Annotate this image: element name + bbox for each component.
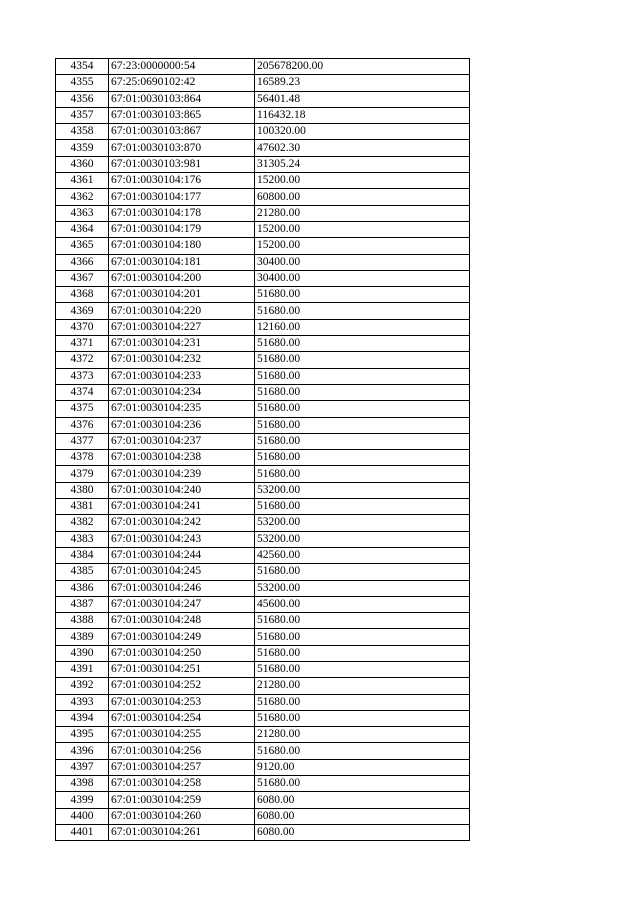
value-cell: 116432.18 [255,107,470,123]
table-row [56,580,470,596]
table-row [56,515,470,531]
row-number-cell: 4367 [56,270,109,286]
cadastral-number-cell: 67:01:0030104:231 [109,336,255,352]
cadastral-number-cell: 67:01:0030104:254 [109,710,255,726]
table-row [56,238,470,254]
row-number-cell: 4357 [56,107,109,123]
cadastral-number-cell: 67:01:0030104:220 [109,303,255,319]
table-row [56,466,470,482]
value-cell: 6080.00 [255,792,470,808]
cadastral-number-cell: 67:01:0030104:250 [109,645,255,661]
row-number-cell: 4359 [56,140,109,156]
value-cell: 21280.00 [255,678,470,694]
table-row [56,189,470,205]
table-row [56,384,470,400]
cadastral-number-cell: 67:01:0030104:180 [109,238,255,254]
table-row [56,776,470,792]
table-row [56,352,470,368]
row-number-cell: 4401 [56,824,109,840]
value-cell: 51680.00 [255,450,470,466]
value-cell: 51680.00 [255,743,470,759]
row-number-cell: 4386 [56,580,109,596]
cadastral-number-cell: 67:01:0030104:261 [109,824,255,840]
value-cell: 51680.00 [255,466,470,482]
table-row [56,336,470,352]
value-cell: 6080.00 [255,808,470,824]
value-cell: 6080.00 [255,824,470,840]
row-number-cell: 4356 [56,91,109,107]
table-row [56,450,470,466]
cadastral-number-cell: 67:01:0030104:234 [109,384,255,400]
cadastral-number-cell: 67:01:0030104:233 [109,368,255,384]
cadastral-number-cell: 67:01:0030104:201 [109,287,255,303]
value-cell: 100320.00 [255,124,470,140]
cadastral-number-cell: 67:01:0030104:255 [109,727,255,743]
cadastral-number-cell: 67:01:0030104:176 [109,173,255,189]
row-number-cell: 4382 [56,515,109,531]
table-row [56,270,470,286]
value-cell: 51680.00 [255,368,470,384]
row-number-cell: 4365 [56,238,109,254]
value-cell: 31305.24 [255,156,470,172]
cadastral-number-cell: 67:01:0030104:240 [109,482,255,498]
value-cell: 51680.00 [255,417,470,433]
value-cell: 30400.00 [255,254,470,270]
row-number-cell: 4366 [56,254,109,270]
value-cell: 15200.00 [255,173,470,189]
value-cell: 12160.00 [255,319,470,335]
cadastral-number-cell: 67:23:0000000:54 [109,59,255,75]
row-number-cell: 4361 [56,173,109,189]
table-row [56,792,470,808]
cadastral-number-cell: 67:01:0030104:257 [109,759,255,775]
row-number-cell: 4370 [56,319,109,335]
table-row [56,124,470,140]
cadastral-number-cell: 67:01:0030104:242 [109,515,255,531]
row-number-cell: 4380 [56,482,109,498]
value-cell: 30400.00 [255,270,470,286]
table-row [56,140,470,156]
cadastral-number-cell: 67:01:0030104:252 [109,678,255,694]
table-row [56,482,470,498]
value-cell: 51680.00 [255,499,470,515]
value-cell: 53200.00 [255,482,470,498]
row-number-cell: 4373 [56,368,109,384]
cadastral-number-cell: 67:01:0030104:248 [109,613,255,629]
table-row [56,319,470,335]
row-number-cell: 4390 [56,645,109,661]
table-row [56,91,470,107]
cadastral-number-cell: 67:01:0030104:253 [109,694,255,710]
table-row [56,759,470,775]
row-number-cell: 4385 [56,564,109,580]
cadastral-number-cell: 67:01:0030104:238 [109,450,255,466]
value-cell: 51680.00 [255,776,470,792]
row-number-cell: 4374 [56,384,109,400]
row-number-cell: 4358 [56,124,109,140]
value-cell: 51680.00 [255,303,470,319]
value-cell: 51680.00 [255,352,470,368]
value-cell: 53200.00 [255,580,470,596]
table-row [56,368,470,384]
value-cell: 60800.00 [255,189,470,205]
table-row [56,499,470,515]
row-number-cell: 4387 [56,596,109,612]
row-number-cell: 4360 [56,156,109,172]
cadastral-number-cell: 67:01:0030104:235 [109,401,255,417]
cadastral-number-cell: 67:01:0030104:239 [109,466,255,482]
value-cell: 42560.00 [255,547,470,563]
value-cell: 47602.30 [255,140,470,156]
cadastral-number-cell: 67:01:0030104:236 [109,417,255,433]
row-number-cell: 4389 [56,629,109,645]
row-number-cell: 4396 [56,743,109,759]
cadastral-number-cell: 67:01:0030104:200 [109,270,255,286]
row-number-cell: 4375 [56,401,109,417]
table-row [56,743,470,759]
cadastral-number-cell: 67:01:0030103:865 [109,107,255,123]
value-cell: 51680.00 [255,710,470,726]
value-cell: 16589.23 [255,75,470,91]
table-row [56,661,470,677]
value-cell: 51680.00 [255,645,470,661]
table-row [56,824,470,840]
cadastral-number-cell: 67:01:0030104:178 [109,205,255,221]
value-cell: 51680.00 [255,287,470,303]
value-cell: 15200.00 [255,221,470,237]
cadastral-number-cell: 67:01:0030104:177 [109,189,255,205]
table-row [56,727,470,743]
table-row [56,613,470,629]
cadastral-number-cell: 67:01:0030103:870 [109,140,255,156]
cadastral-number-cell: 67:01:0030104:260 [109,808,255,824]
cadastral-value-table [55,58,470,841]
table-row [56,303,470,319]
table-row [56,107,470,123]
value-cell: 56401.48 [255,91,470,107]
cadastral-number-cell: 67:25:0690102:42 [109,75,255,91]
row-number-cell: 4379 [56,466,109,482]
row-number-cell: 4392 [56,678,109,694]
value-cell: 51680.00 [255,629,470,645]
cadastral-number-cell: 67:01:0030104:243 [109,531,255,547]
row-number-cell: 4362 [56,189,109,205]
table-row [56,678,470,694]
cadastral-number-cell: 67:01:0030104:179 [109,221,255,237]
row-number-cell: 4395 [56,727,109,743]
table-row [56,75,470,91]
table-row [56,596,470,612]
cadastral-number-cell: 67:01:0030104:251 [109,661,255,677]
cadastral-number-cell: 67:01:0030104:249 [109,629,255,645]
row-number-cell: 4400 [56,808,109,824]
table-row [56,531,470,547]
table-row [56,59,470,75]
value-cell: 51680.00 [255,564,470,580]
table-row [56,629,470,645]
cadastral-number-cell: 67:01:0030103:981 [109,156,255,172]
row-number-cell: 4371 [56,336,109,352]
value-cell: 205678200.00 [255,59,470,75]
cadastral-number-cell: 67:01:0030104:241 [109,499,255,515]
table-row [56,564,470,580]
row-number-cell: 4368 [56,287,109,303]
row-number-cell: 4397 [56,759,109,775]
row-number-cell: 4369 [56,303,109,319]
row-number-cell: 4388 [56,613,109,629]
table-row [56,808,470,824]
value-cell: 51680.00 [255,384,470,400]
table-row [56,645,470,661]
row-number-cell: 4377 [56,433,109,449]
table-row [56,417,470,433]
row-number-cell: 4394 [56,710,109,726]
row-number-cell: 4364 [56,221,109,237]
cadastral-number-cell: 67:01:0030103:867 [109,124,255,140]
cadastral-number-cell: 67:01:0030104:258 [109,776,255,792]
value-cell: 51680.00 [255,433,470,449]
value-cell: 53200.00 [255,515,470,531]
table-row [56,156,470,172]
value-cell: 21280.00 [255,205,470,221]
value-cell: 9120.00 [255,759,470,775]
value-cell: 45600.00 [255,596,470,612]
row-number-cell: 4384 [56,547,109,563]
row-number-cell: 4393 [56,694,109,710]
value-cell: 51680.00 [255,661,470,677]
cadastral-number-cell: 67:01:0030104:227 [109,319,255,335]
row-number-cell: 4383 [56,531,109,547]
cadastral-number-cell: 67:01:0030104:232 [109,352,255,368]
row-number-cell: 4355 [56,75,109,91]
cadastral-number-cell: 67:01:0030104:246 [109,580,255,596]
table-body [56,59,470,841]
cadastral-number-cell: 67:01:0030104:181 [109,254,255,270]
cadastral-number-cell: 67:01:0030104:259 [109,792,255,808]
value-cell: 51680.00 [255,336,470,352]
table-row [56,254,470,270]
row-number-cell: 4378 [56,450,109,466]
table-row [56,205,470,221]
cadastral-number-cell: 67:01:0030104:256 [109,743,255,759]
row-number-cell: 4398 [56,776,109,792]
value-cell: 51680.00 [255,613,470,629]
row-number-cell: 4391 [56,661,109,677]
table-row [56,401,470,417]
value-cell: 51680.00 [255,694,470,710]
table-row [56,547,470,563]
value-cell: 53200.00 [255,531,470,547]
table-row [56,433,470,449]
value-cell: 15200.00 [255,238,470,254]
cadastral-number-cell: 67:01:0030104:245 [109,564,255,580]
value-cell: 51680.00 [255,401,470,417]
cadastral-number-cell: 67:01:0030104:237 [109,433,255,449]
table-row [56,694,470,710]
row-number-cell: 4399 [56,792,109,808]
table-row [56,710,470,726]
row-number-cell: 4354 [56,59,109,75]
value-cell: 21280.00 [255,727,470,743]
table-row [56,221,470,237]
cadastral-number-cell: 67:01:0030103:864 [109,91,255,107]
table-row [56,173,470,189]
row-number-cell: 4376 [56,417,109,433]
row-number-cell: 4372 [56,352,109,368]
row-number-cell: 4381 [56,499,109,515]
cadastral-number-cell: 67:01:0030104:244 [109,547,255,563]
row-number-cell: 4363 [56,205,109,221]
cadastral-number-cell: 67:01:0030104:247 [109,596,255,612]
table-row [56,287,470,303]
